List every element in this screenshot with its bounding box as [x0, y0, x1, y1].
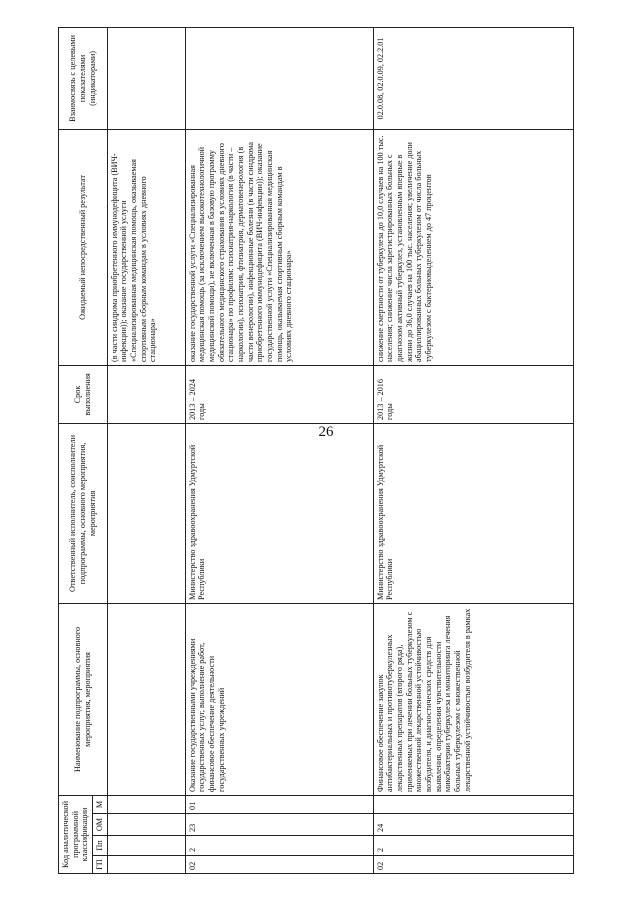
- table-row: [185, 27, 373, 873]
- term-header: Срок выполнения: [59, 365, 108, 423]
- cell-executor: Министерство здравоохранения Удмуртской Республики: [185, 423, 373, 603]
- cell-name: Оказание государственными учреждениями государственных услуг, выполнение работ, финансовое обеспечение деятельности государственных учреждений: [185, 603, 373, 795]
- cell-term: 2013 – 2016 годы: [373, 365, 573, 423]
- cell-name: [107, 603, 185, 795]
- m-header: М: [93, 795, 108, 813]
- cell-pp: 2: [373, 836, 573, 856]
- cell-executor: [107, 423, 185, 603]
- cell-pp: [107, 836, 185, 856]
- cell-m: [373, 795, 573, 813]
- name-header: Наименование подпрограммы, основного мероприятия, мероприятия: [59, 603, 108, 795]
- cell-gp: [107, 856, 185, 874]
- program-table: [58, 27, 574, 874]
- cell-m: 01: [185, 795, 373, 813]
- cell-link: 02.0.08, 02.0.09, 02.2.01: [373, 27, 573, 129]
- cell-executor: Министерство здравоохранения Удмуртской Республики: [373, 423, 573, 603]
- page-number: 26: [318, 424, 334, 440]
- cell-pp: 2: [185, 836, 373, 856]
- gp-header: ГП: [93, 856, 108, 874]
- cell-result: оказание государственной услуги «Специализированная медицинская помощь (за исключением высокотехнологичной медицинской помощи), не включенная в базовую программу обязательного медицинского страхования в условиях дневного стационара» по профилям: психиатрия-наркология (в части – наркологии), психиатрия, фтизиатрия, дерматовенерология (в части венерологии), инфекционные болезни (в части синдрома приобретенного иммунодефицита (ВИЧ-инфекции)); оказание государственной услуги «Специализированная медицинская помощь, оказываемая спортивным сборным командам в условиях дневного стационара»: [185, 129, 373, 365]
- executor-header: Ответственный исполнитель, соисполнители подпрограммы, основного мероприятия, мероприятия: [59, 423, 108, 603]
- cell-om: [107, 814, 185, 836]
- pp-header: Пп: [93, 836, 108, 856]
- cell-result: снижение смертности от туберкулеза до 10,0 случаев на 100 тыс. населения; снижение числа зарегистрированных больных с диагнозом активный туберкулез, установленным впервые в жизни до 36,0 случаев на 100 тыс. населения; увеличение доли абациллированных больных туберкулезом от числа больных туберкулезом с бактериовыделением до 47 процентов: [373, 129, 573, 365]
- result-header: Ожидаемый непосредственный результат: [59, 129, 108, 365]
- link-header: Взаимосвязь с целевыми показателями (индикаторами): [59, 27, 108, 129]
- table-row: [107, 27, 185, 873]
- cell-link: [107, 27, 185, 129]
- cell-om: 24: [373, 814, 573, 836]
- cell-gp: 02: [185, 856, 373, 874]
- code-group-header: Код аналитической программной классификации: [59, 795, 93, 873]
- cell-gp: 02: [373, 856, 573, 874]
- cell-link: [185, 27, 373, 129]
- cell-term: [107, 365, 185, 423]
- cell-name: Финансовое обеспечение закупок антибактериальных и противотуберкулезных лекарственных препаратов (второго ряда), применяемых при лечении больных туберкулезом с множественной лекарственной устойчивостью возбудителя, и диагностических средств для выявления, определения чувствительности микобактерии туберкулеза и мониторинга лечения больных туберкулезом с множественной лекарственной устойчивостью возбудителя в рамках: [373, 603, 573, 795]
- table-row: [373, 27, 573, 873]
- cell-m: [107, 795, 185, 813]
- header-row-1: [59, 27, 93, 873]
- om-header: ОМ: [93, 814, 108, 836]
- cell-result: (в части синдрома приобретенного иммунодефицита (ВИЧ-инфекции)); оказание государственной услуги «Специализированная медицинская помощь, оказываемая спортивным сборным командам в условиях дневного стационара»: [107, 129, 185, 365]
- cell-om: 23: [185, 814, 373, 836]
- rotated-table-container: [58, 28, 603, 874]
- cell-term: 2013 – 2024 годы: [185, 365, 373, 423]
